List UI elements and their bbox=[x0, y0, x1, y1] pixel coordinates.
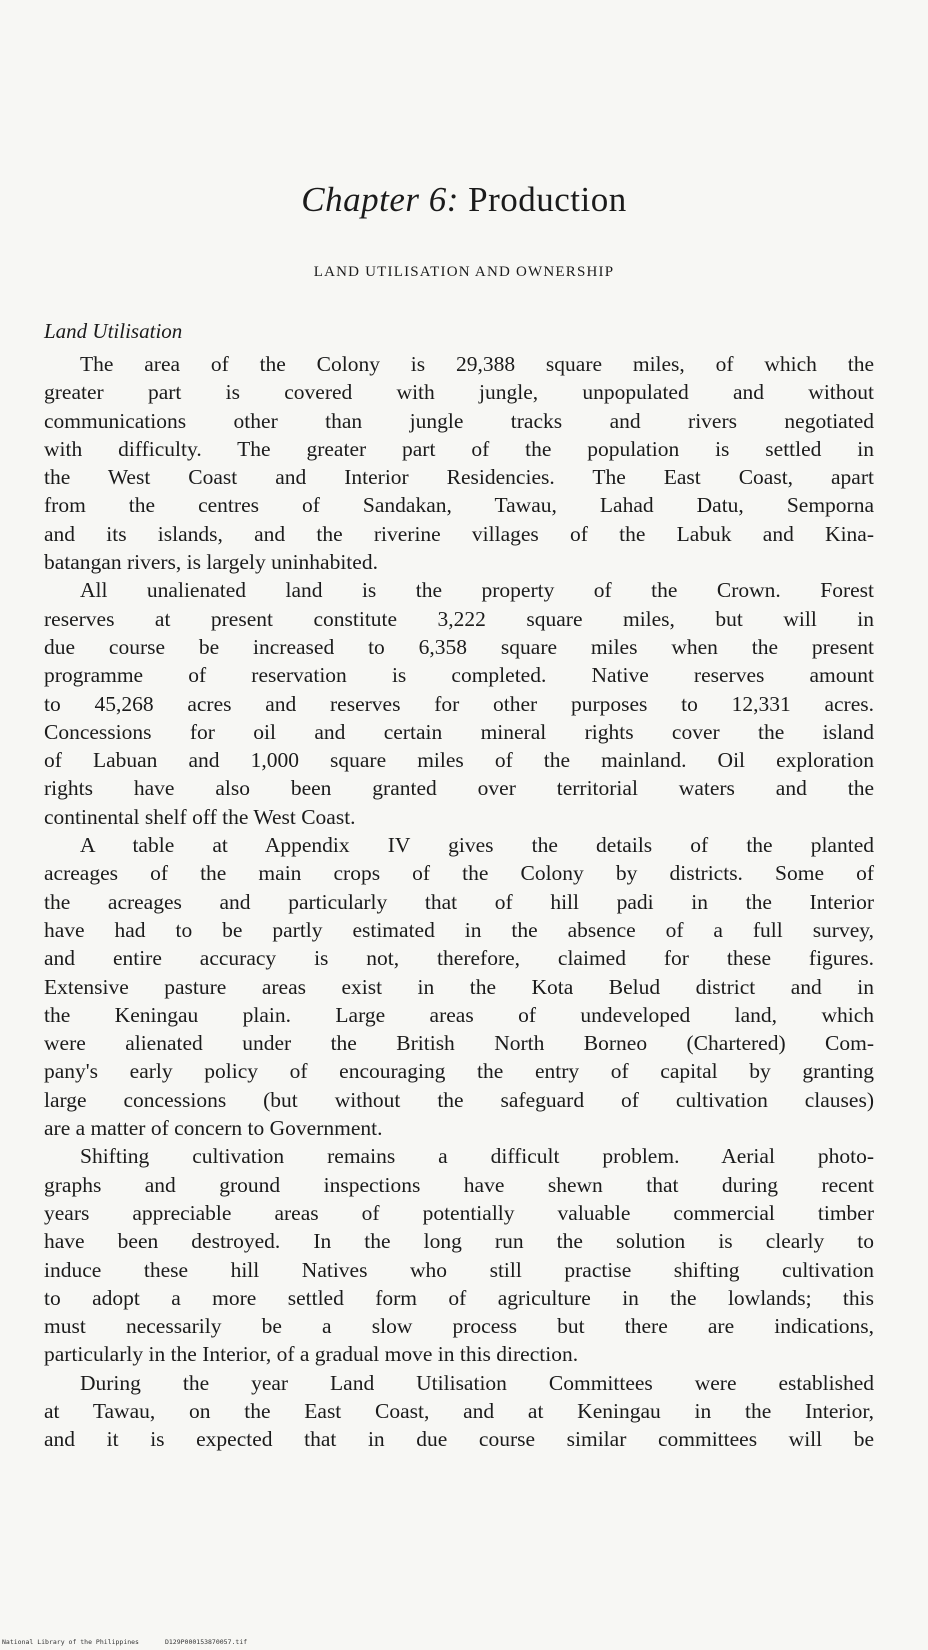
scan-footer bbox=[2, 1638, 247, 1646]
text-line: The area of the Colony is 29,388 square miles, of which the bbox=[80, 352, 874, 376]
text-line: the Keningau plain. Large areas of undeveloped land, which bbox=[44, 1002, 874, 1027]
paragraph bbox=[44, 1369, 874, 1454]
text-line: Shifting cultivation remains a difficult problem. Aerial photo- bbox=[80, 1144, 874, 1169]
text-line: with difficulty. The greater part of the population is settled in bbox=[44, 436, 874, 461]
text-line: to adopt a more settled form of agriculture in the lowlands; this bbox=[44, 1285, 874, 1310]
text-line: Concessions for oil and certain mineral rights cover the island bbox=[44, 719, 874, 744]
text-line: acreages of the main crops of the Colony by districts. Some of bbox=[44, 861, 874, 886]
text-line: During the year Land Utilisation Committees were established bbox=[80, 1370, 874, 1395]
text-line: have had to be partly estimated in the absence of a full survey, bbox=[44, 917, 874, 942]
text-line: large concessions (but without the safeguard of cultivation clauses) bbox=[44, 1087, 874, 1112]
text-line: from the centres of Sandakan, Tawau, Lahad Datu, Semporna bbox=[44, 493, 874, 518]
paragraph bbox=[44, 576, 874, 831]
text-line: and it is expected that in due course similar committees will be bbox=[44, 1427, 874, 1452]
section-heading: LAND UTILISATION AND OWNERSHIP bbox=[313, 264, 615, 280]
paragraph bbox=[44, 831, 874, 1142]
text-line: years appreciable areas of potentially valuable commercial timber bbox=[44, 1200, 874, 1225]
text-line: due course be increased to 6,358 square miles when the present bbox=[44, 634, 874, 659]
text-line: the West Coast and Interior Residencies. The East Coast, apart bbox=[44, 465, 874, 490]
text-line: must necessarily be a slow process but there are indications, bbox=[44, 1314, 874, 1339]
text-line: batangan rivers, is largely uninhabited. bbox=[44, 550, 378, 575]
text-line: communications other than jungle tracks and rivers negotiated bbox=[44, 408, 874, 433]
text-line: of Labuan and 1,000 square miles of the mainland. Oil exploration bbox=[44, 748, 874, 773]
paragraph bbox=[44, 350, 874, 576]
text-line: to 45,268 acres and reserves for other purposes to 12,331 acres. bbox=[44, 691, 874, 716]
text-line: rights have also been granted over territorial waters and the bbox=[44, 776, 874, 801]
text-line: the acreages and particularly that of hill padi in the Interior bbox=[44, 889, 874, 914]
footer-library: National Library of the Philippines bbox=[2, 1638, 139, 1646]
text-line: pany's early policy of encouraging the entry of capital by granting bbox=[44, 1059, 874, 1084]
footer-file: D129P000153870057.tif bbox=[164, 1638, 248, 1646]
text-line: programme of reservation is completed. Native reserves amount bbox=[44, 663, 874, 688]
text-line: have been destroyed. In the long run the solution is clearly to bbox=[44, 1229, 874, 1254]
chapter-title-text: Production bbox=[468, 180, 627, 219]
text-line: and its islands, and the riverine villages of the Labuk and Kina- bbox=[44, 521, 874, 546]
text-line: graphs and ground inspections have shewn that during recent bbox=[44, 1172, 874, 1197]
text-line: reserves at present constitute 3,222 square miles, but will in bbox=[44, 606, 874, 631]
text-line: are a matter of concern to Government. bbox=[44, 1116, 383, 1141]
text-line: at Tawau, on the East Coast, and at Keningau in the Interior, bbox=[44, 1398, 874, 1423]
text-line: Extensive pasture areas exist in the Kota Belud district and in bbox=[44, 974, 874, 999]
text-line: induce these hill Natives who still practise shifting cultivation bbox=[44, 1257, 874, 1282]
text-line: A table at Appendix IV gives the details of the planted bbox=[80, 833, 874, 858]
text-line: All unalienated land is the property of the Crown. Forest bbox=[80, 578, 874, 603]
sub-heading: Land Utilisation bbox=[44, 319, 183, 343]
text-line: continental shelf off the West Coast. bbox=[44, 804, 356, 829]
chapter-title bbox=[0, 178, 928, 222]
body-text bbox=[44, 350, 874, 1454]
paragraph bbox=[44, 1142, 874, 1368]
text-line: particularly in the Interior, of a gradual move in this direction. bbox=[44, 1342, 579, 1367]
text-line: greater part is covered with jungle, unpopulated and without bbox=[44, 380, 874, 405]
chapter-number: Chapter 6: bbox=[301, 180, 459, 219]
text-line: were alienated under the British North Borneo (Chartered) Com- bbox=[44, 1031, 874, 1056]
text-line: and entire accuracy is not, therefore, claimed for these figures. bbox=[44, 946, 874, 971]
